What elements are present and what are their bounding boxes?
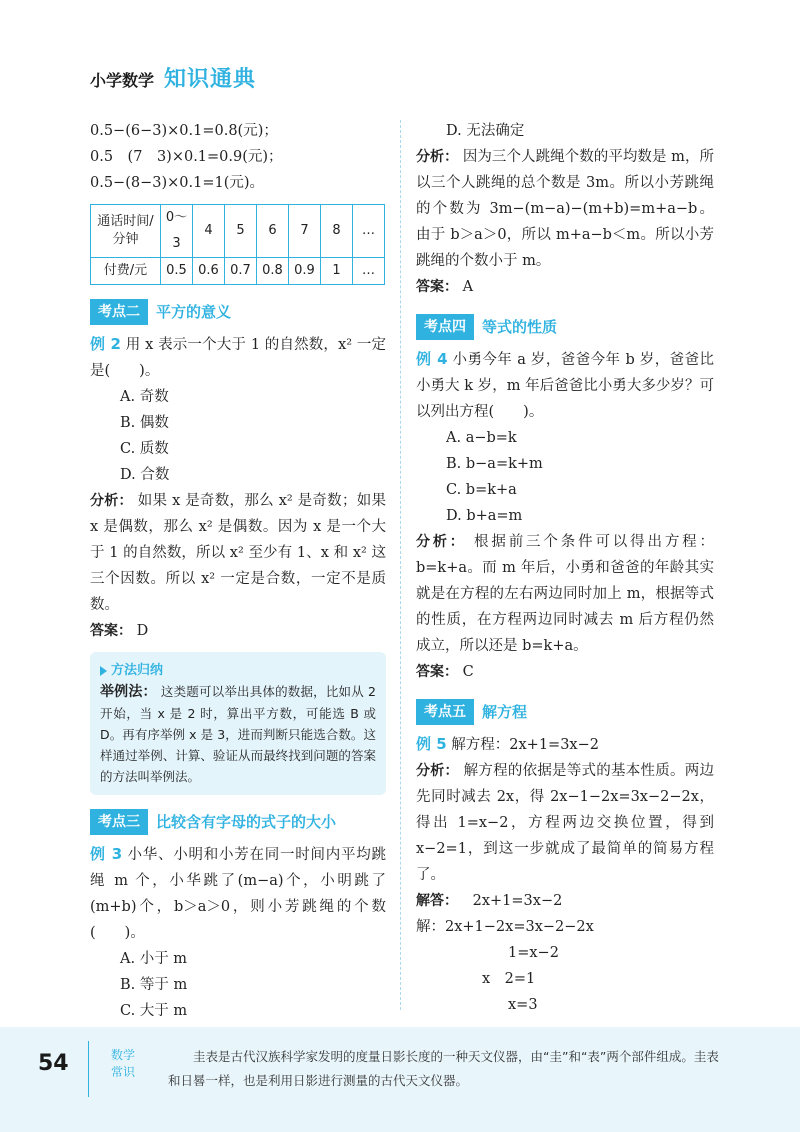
analysis-label: 分析： (416, 763, 459, 779)
right-column (416, 118, 714, 1018)
footer-label: 数学常识 (110, 1048, 135, 1079)
example-label: 例 5 (416, 735, 447, 753)
solution-step: x 2=1 (482, 971, 536, 987)
triangle-icon (100, 666, 107, 676)
table-cell: 0.7 (225, 258, 257, 285)
option-item: A. 奇数 (120, 389, 169, 405)
option-item: C. 大于 m (120, 1003, 188, 1019)
option-item: D. 合数 (120, 467, 170, 483)
example-2-answer (90, 618, 386, 644)
question-text: 小华、小明和小芳在同一时间内平均跳绳 m 个，小华跳了(m−a)个，小明跳了(m+b)个，b＞a＞0，则小芳跳绳的个数( )。 (90, 847, 386, 941)
section-heading-kd4 (416, 314, 714, 340)
section-title: 解方程 (482, 703, 528, 721)
table-cell: 0.9 (289, 258, 321, 285)
example-3-question (90, 841, 386, 946)
solve-equation: 2x+1=3x−2 (472, 893, 563, 909)
table-header-cell: 通话时间/分钟 (91, 205, 161, 258)
solve-label: 解答： (416, 893, 458, 909)
analysis-label: 分析： (90, 493, 133, 509)
footer-text: 圭表是古代汉族科学家发明的度量日影长度的一种天文仪器，由“圭”和“表”两个部件组成。圭表和日晷一样，也是利用日影进行测量的古代天文仪器。 (168, 1049, 719, 1088)
method-title-text: 方法归纳 (111, 663, 164, 678)
question-text: 用 x 表示一个大于 1 的自然数，x² 一定是( )。 (90, 337, 386, 379)
section-heading-kd3 (90, 809, 386, 835)
calc-line: 0.5−(8−3)×0.1=1(元)。 (90, 175, 265, 191)
table-cell: 7 (289, 205, 321, 258)
answer-label: 答案： (416, 279, 458, 295)
example-label: 例 3 (90, 845, 123, 863)
table-cell: 0.6 (193, 258, 225, 285)
section-tag: 考点二 (90, 299, 148, 325)
option-item: B. 等于 m (120, 977, 188, 993)
analysis-text: 根据前三个条件可以得出方程：b=k+a。而 m 年后，小勇和爸爸的年龄其实就是在方程的左右两边同时加上 m，根据等式的性质，在方程两边同时减去 m 后方程仍然成立，所以还是 b=k+a。 (416, 534, 715, 654)
example-3-answer (416, 274, 714, 300)
analysis-label: 分析： (416, 149, 459, 165)
option-item: D. b+a=m (446, 508, 523, 524)
example-label: 例 4 (416, 350, 448, 368)
table-cell: 5 (225, 205, 257, 258)
series-title: 小学数学 (90, 71, 155, 90)
table-cell: 0.8 (257, 258, 289, 285)
section-tag: 考点五 (416, 699, 474, 725)
table-cell: 4 (193, 205, 225, 258)
section-title: 比较含有字母的式子的大小 (156, 813, 337, 831)
option-item: A. a−b=k (446, 430, 517, 446)
method-body (100, 681, 376, 787)
page-number: 54 (38, 1051, 69, 1076)
option-item: B. b−a=k+m (446, 456, 543, 472)
footer-divider (88, 1041, 89, 1097)
analysis-text: 因为三个人跳绳个数的平均数是 m，所以三个人跳绳的总个数是 3m。所以小芳跳绳的个数为 3m−(m−a)−(m+b)=m+a−b。由于 b＞a＞0，所以 m+a−b＜m。所以小芳跳绳的个数小于 m。 (416, 149, 715, 269)
column-divider (400, 120, 401, 1010)
example-5-question (416, 731, 714, 758)
answer-value: A (462, 279, 474, 295)
method-box (90, 652, 386, 795)
table-cell: 1 (321, 258, 353, 285)
example-3-analysis (416, 144, 714, 274)
method-label: 举例法： (100, 684, 157, 700)
page-footer (0, 1027, 800, 1132)
table-cell: … (353, 258, 385, 285)
section-tag: 考点三 (90, 809, 148, 835)
solution-header (416, 888, 714, 914)
option-item: A. 小于 m (120, 951, 188, 967)
example-4-analysis (416, 529, 714, 659)
option-item: C. 质数 (120, 441, 169, 457)
example-2-analysis (90, 488, 386, 618)
answer-label: 答案： (90, 623, 132, 639)
table-cell: 0.5 (161, 258, 193, 285)
example-5-analysis (416, 758, 714, 888)
table-row (91, 258, 385, 285)
option-item: C. b=k+a (446, 482, 517, 498)
table-cell: 6 (257, 205, 289, 258)
section-title: 等式的性质 (482, 318, 558, 336)
method-title (100, 660, 376, 681)
analysis-text: 解方程的依据是等式的基本性质。两边先同时减去 2x，得 2x−1−2x=3x−2−2x，得出 1=x−2，方程两边交换位置，得到 x−2=1，到这一步就成了最简单的简易方程了。 (416, 763, 715, 883)
option-item: D. 无法确定 (446, 123, 525, 139)
analysis-text: 如果 x 是奇数，那么 x² 是奇数；如果 x 是偶数，那么 x² 是偶数。因为 x 是一个大于 1 的自然数，所以 x² 至少有 1、x 和 x² 这三个因数。所以 x² 一定是合数，一定不是质数。 (90, 493, 387, 613)
table-cell: 0～3 (161, 205, 193, 258)
section-title: 平方的意义 (156, 303, 232, 321)
example-4-answer (416, 659, 714, 685)
section-heading-kd5 (416, 699, 714, 725)
example-2-question (90, 331, 386, 384)
brand-title: 知识通典 (164, 67, 257, 92)
table-cell: 8 (321, 205, 353, 258)
example-label: 例 2 (90, 335, 121, 353)
question-text: 解方程：2x+1=3x−2 (451, 737, 599, 753)
method-text: 这类题可以举出具体的数据，比如从 2 开始，当 x 是 2 时，算出平方数，可能选 B 或 D。再有序举例 x 是 3，进而判断只能选合数。这样通过举例、计算、验证从而最终找到问题的答案的方法叫举例法。 (100, 684, 377, 784)
question-text: 小勇今年 a 岁，爸爸今年 b 岁，爸爸比小勇大 k 岁，m 年后爸爸比小勇大多少岁？可以列出方程( )。 (416, 352, 714, 420)
table-row (91, 205, 385, 258)
fee-table (90, 204, 385, 285)
answer-label: 答案： (416, 664, 458, 680)
calc-line: 0.5 (7 3)×0.1=0.9(元)； (90, 149, 283, 165)
answer-value: D (136, 623, 149, 639)
calc-line: 0.5−(6−3)×0.1=0.8(元)； (90, 123, 278, 139)
table-cell: … (353, 205, 385, 258)
page-header (90, 62, 256, 94)
solution-step: 解：2x+1−2x=3x−2−2x (416, 919, 594, 935)
example-4-question (416, 346, 714, 425)
table-header-cell: 付费/元 (91, 258, 161, 285)
left-column (90, 118, 386, 1024)
analysis-label: 分析： (416, 534, 467, 550)
option-item: B. 偶数 (120, 415, 169, 431)
solution-step: x=3 (508, 997, 538, 1013)
solution-step: 1=x−2 (508, 945, 559, 961)
section-heading-kd2 (90, 299, 386, 325)
section-tag: 考点四 (416, 314, 474, 340)
answer-value: C (462, 664, 474, 680)
